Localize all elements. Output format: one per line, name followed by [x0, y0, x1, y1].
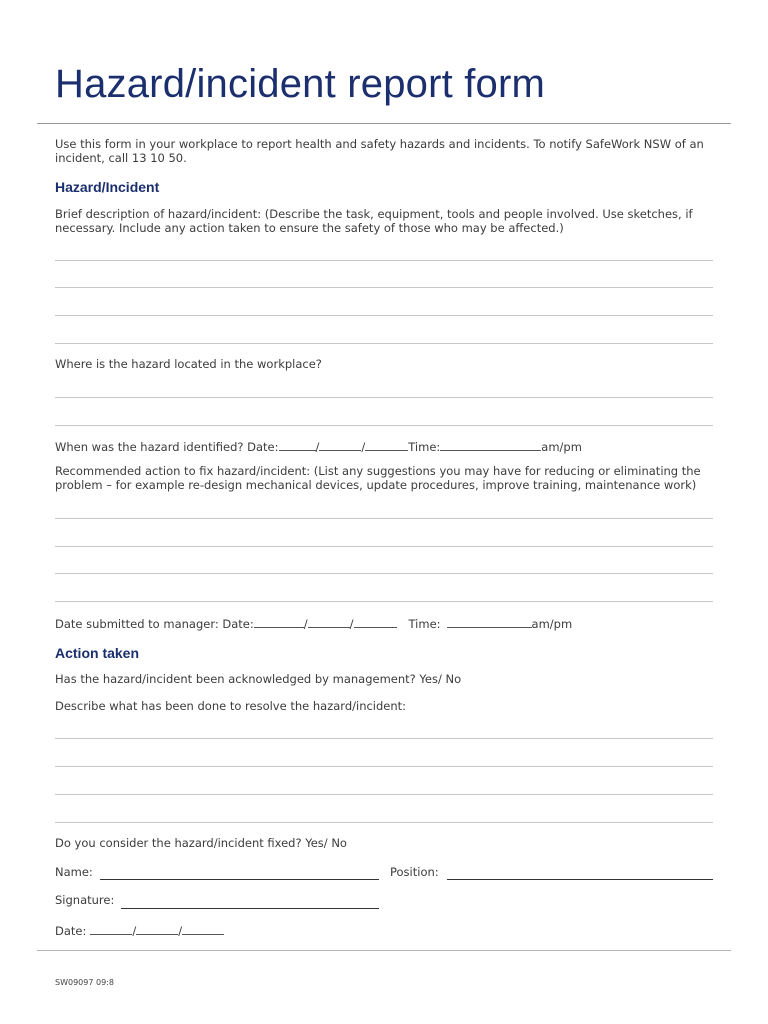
- description-line-3[interactable]: [55, 315, 713, 316]
- identified-time-field[interactable]: [440, 439, 541, 451]
- fixed-question: Do you consider the hazard/incident fixed? Yes/ No: [55, 836, 347, 850]
- identified-month-field[interactable]: [319, 439, 361, 451]
- submitted-time-field[interactable]: [447, 616, 532, 628]
- resolve-line-4[interactable]: [55, 822, 713, 823]
- location-prompt: Where is the hazard located in the workplace?: [55, 357, 322, 371]
- recommended-line-2[interactable]: [55, 546, 713, 547]
- identified-ampm-label: am/pm: [541, 440, 582, 454]
- description-line-1[interactable]: [55, 260, 713, 261]
- location-line-2[interactable]: [55, 425, 713, 426]
- submitted-day-field[interactable]: [254, 616, 304, 628]
- intro-text: Use this form in your workplace to report health and safety hazards and incidents. To notify SafeWork NSW of an incident, call 13 10 50.: [55, 137, 704, 165]
- final-date-row: [55, 923, 224, 939]
- form-code: SW09097 09:8: [55, 978, 114, 987]
- submitted-date-sep-2: /: [349, 617, 354, 631]
- recommended-prompt: Recommended action to fix hazard/incident: (List any suggestions you may have for reducing or eliminating the problem – for example re-design mechanical devices, update procedures, improve training, maintenance work): [55, 464, 701, 492]
- resolve-prompt: Describe what has been done to resolve the hazard/incident:: [55, 699, 407, 713]
- final-date-sep-2: /: [178, 924, 183, 938]
- final-month-field[interactable]: [136, 923, 178, 935]
- acknowledged-question: Has the hazard/incident been acknowledged by management? Yes/ No: [55, 672, 462, 686]
- identified-date-sep-2: /: [361, 440, 366, 454]
- final-year-field[interactable]: [182, 923, 224, 935]
- identified-year-field[interactable]: [365, 439, 408, 451]
- resolve-line-2[interactable]: [55, 766, 713, 767]
- submitted-time-label: Time:: [408, 617, 441, 631]
- description-line-2[interactable]: [55, 287, 713, 288]
- identified-row: [55, 439, 582, 455]
- section-heading-hazard: Hazard/Incident: [55, 179, 160, 195]
- name-label: Name:: [55, 865, 93, 879]
- submitted-date-label: Date submitted to manager: Date:: [55, 617, 254, 631]
- submitted-row: [55, 616, 572, 632]
- position-label: Position:: [390, 865, 439, 879]
- description-line-4[interactable]: [55, 343, 713, 344]
- submitted-year-field[interactable]: [354, 616, 397, 628]
- signature-field[interactable]: [121, 908, 379, 909]
- final-date-label: Date:: [55, 924, 87, 938]
- page-title: Hazard/incident report form: [55, 62, 546, 106]
- recommended-line-1[interactable]: [55, 518, 713, 519]
- signature-label: Signature:: [55, 893, 115, 907]
- submitted-ampm-label: am/pm: [531, 617, 573, 631]
- submitted-date-sep-1: /: [303, 617, 308, 631]
- recommended-line-3[interactable]: [55, 573, 713, 574]
- resolve-line-1[interactable]: [55, 738, 713, 739]
- submitted-month-field[interactable]: [308, 616, 350, 628]
- identified-day-field[interactable]: [279, 439, 316, 451]
- recommended-line-4[interactable]: [55, 601, 713, 602]
- title-divider: [37, 123, 731, 124]
- identified-date-label: When was the hazard identified? Date:: [55, 440, 279, 454]
- position-field[interactable]: [447, 879, 713, 880]
- final-day-field[interactable]: [90, 923, 132, 935]
- identified-date-sep-1: /: [315, 440, 320, 454]
- footer-divider: [37, 950, 731, 951]
- identified-time-label: Time:: [408, 440, 441, 454]
- resolve-line-3[interactable]: [55, 794, 713, 795]
- name-field[interactable]: [100, 879, 379, 880]
- final-date-sep-1: /: [132, 924, 137, 938]
- location-line-1[interactable]: [55, 397, 713, 398]
- description-prompt: Brief description of hazard/incident: (Describe the task, equipment, tools and people involved. Use sketches, if necessary. Include any action taken to ensure the safety of those who may be affected.): [55, 207, 693, 235]
- section-heading-action: Action taken: [55, 645, 140, 661]
